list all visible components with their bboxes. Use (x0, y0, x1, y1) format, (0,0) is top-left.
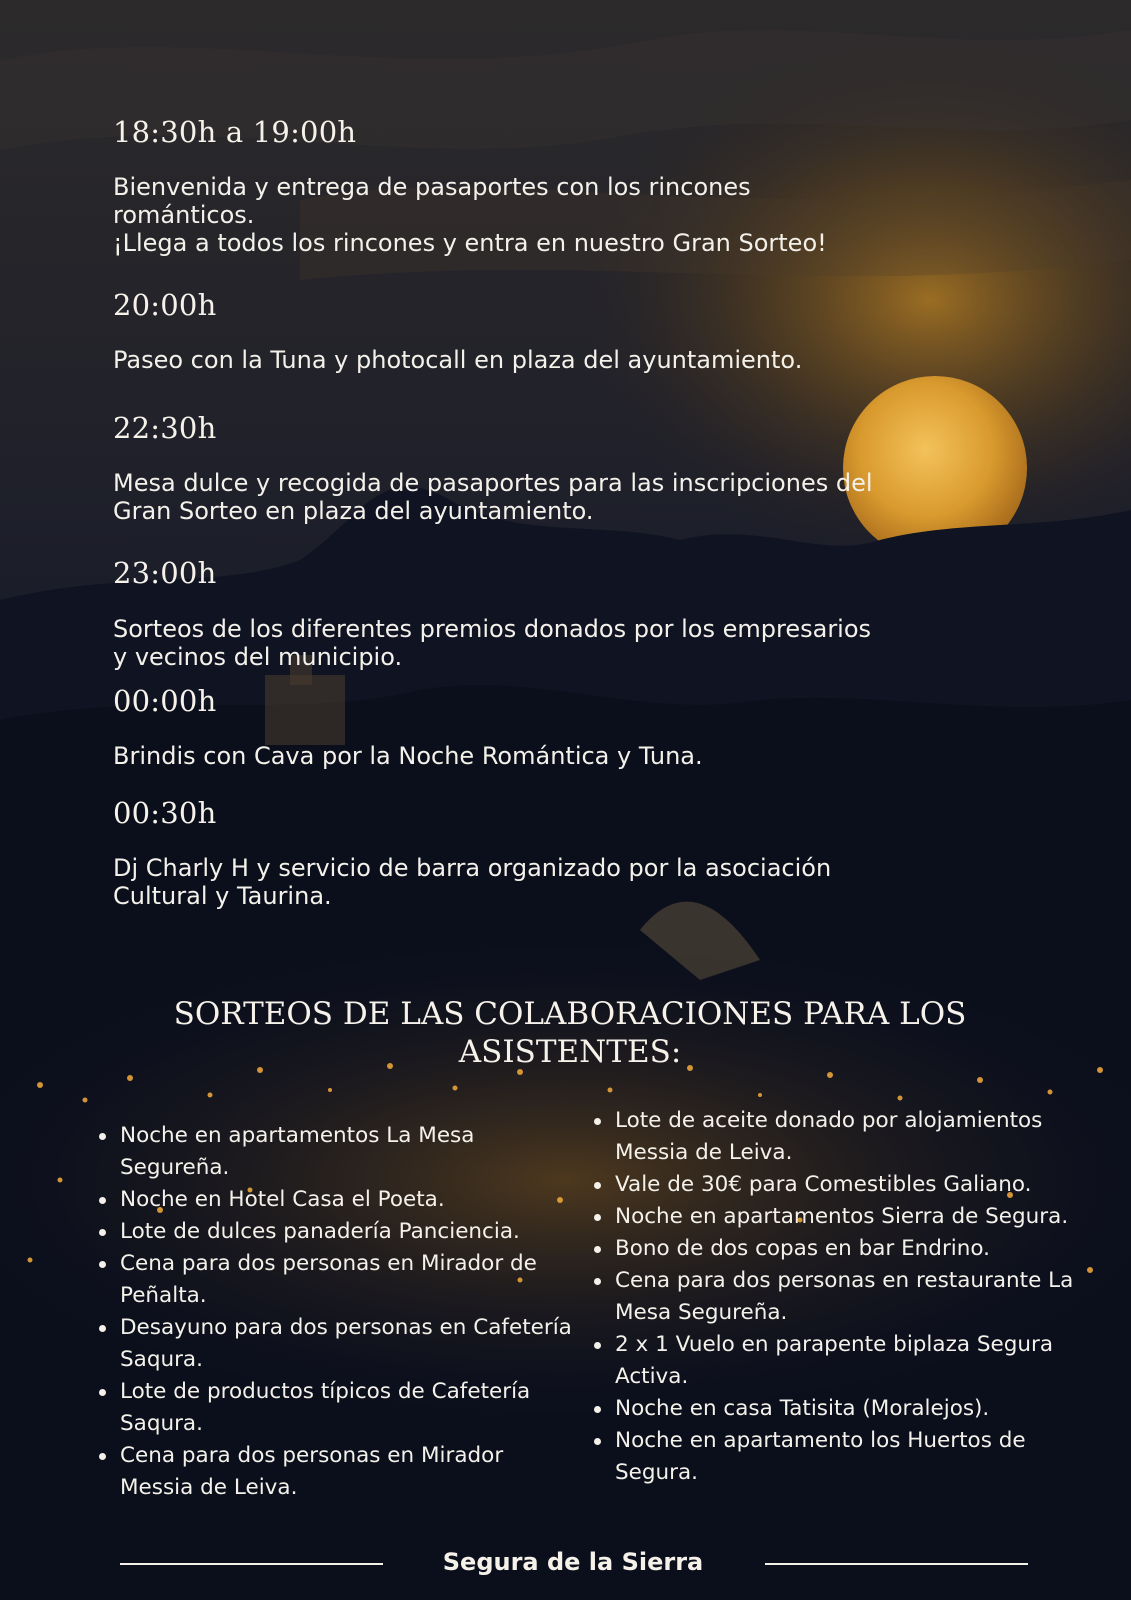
list-item: Noche en apartamento los Huertos de Segura. (593, 1425, 1113, 1489)
schedule-description-1: Bienvenida y entrega de pasaportes con los rincones románticos. ¡Llega a todos los rincones y entra en nuestro Gran Sorteo! (113, 173, 827, 257)
list-item: Bono de dos copas en bar Endrino. (593, 1233, 1113, 1265)
list-item: Lote de dulces panadería Panciencia. (98, 1216, 578, 1248)
schedule-description-6: Dj Charly H y servicio de barra organizado por la asociación Cultural y Taurina. (113, 854, 832, 910)
schedule-time-6: 00:30h (113, 796, 217, 830)
schedule-time-2: 20:00h (113, 288, 217, 322)
prizes-list-right (593, 1105, 1113, 1489)
list-item: Cena para dos personas en restaurante La Mesa Segureña. (593, 1265, 1113, 1329)
schedule-time-3: 22:30h (113, 411, 217, 445)
prizes-heading: SORTEOS DE LAS COLABORACIONES PARA LOS ASISTENTES: (173, 996, 967, 1070)
schedule-time-1: 18:30h a 19:00h (113, 115, 357, 149)
list-item: Noche en apartamentos Sierra de Segura. (593, 1201, 1113, 1233)
list-item: 2 x 1 Vuelo en parapente biplaza Segura Activa. (593, 1329, 1113, 1393)
schedule-description-5: Brindis con Cava por la Noche Romántica y Tuna. (113, 742, 703, 770)
footer-divider-left (120, 1563, 383, 1565)
list-item: Cena para dos personas en Mirador de Peñalta. (98, 1248, 578, 1312)
list-item: Noche en Hotel Casa el Poeta. (98, 1184, 578, 1216)
list-item: Lote de aceite donado por alojamientos Messia de Leiva. (593, 1105, 1113, 1169)
list-item: Lote de productos típicos de Cafetería Saqura. (98, 1376, 578, 1440)
schedule-description-3: Mesa dulce y recogida de pasaportes para las inscripciones del Gran Sorteo en plaza del ayuntamiento. (113, 469, 873, 525)
list-item: Noche en apartamentos La Mesa Segureña. (98, 1120, 578, 1184)
footer-divider-right (765, 1563, 1028, 1565)
list-item: Desayuno para dos personas en Cafetería Saqura. (98, 1312, 578, 1376)
schedule-time-5: 00:00h (113, 684, 217, 718)
prizes-list-left (98, 1120, 578, 1504)
footer-town-name: Segura de la Sierra (442, 1548, 704, 1576)
list-item: Noche en casa Tatisita (Moralejos). (593, 1393, 1113, 1425)
schedule-time-4: 23:00h (113, 556, 217, 590)
schedule-description-4: Sorteos de los diferentes premios donados por los empresarios y vecinos del municipio. (113, 615, 872, 671)
list-item: Cena para dos personas en Mirador Messia de Leiva. (98, 1440, 578, 1504)
schedule-description-2: Paseo con la Tuna y photocall en plaza del ayuntamiento. (113, 346, 803, 374)
list-item: Vale de 30€ para Comestibles Galiano. (593, 1169, 1113, 1201)
